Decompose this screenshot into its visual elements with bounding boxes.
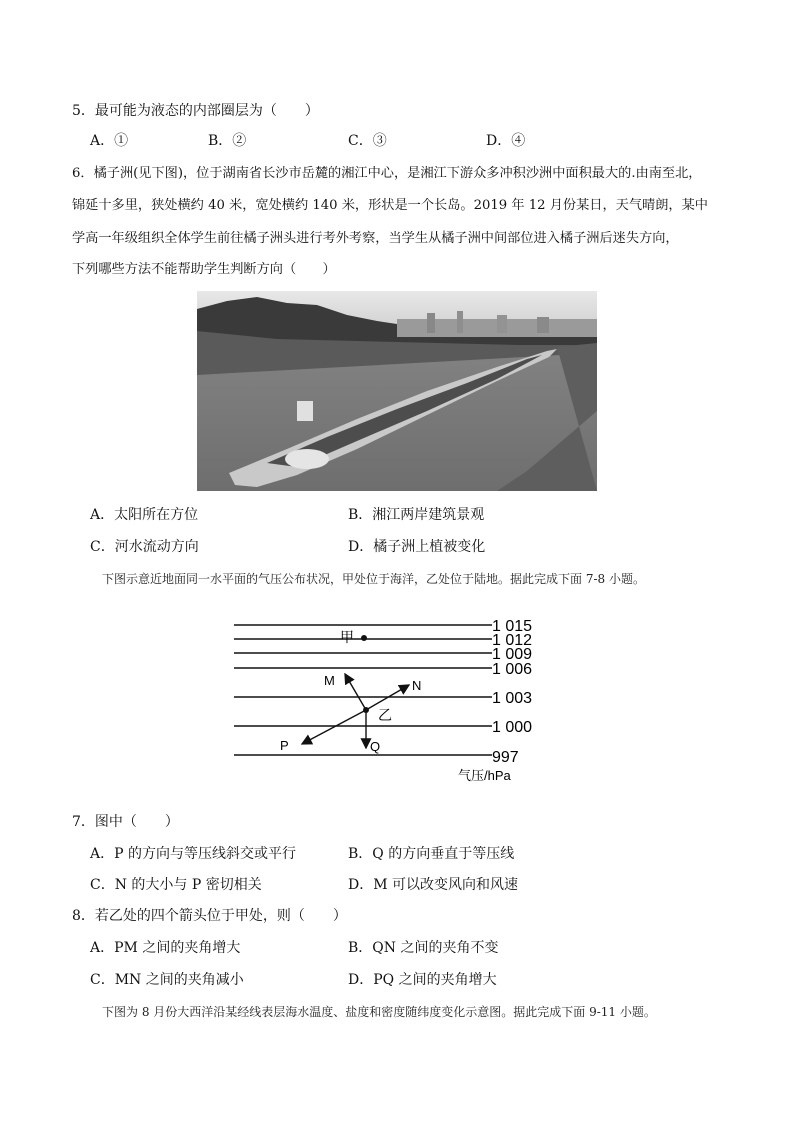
q5-option-c: C．③ <box>348 133 387 149</box>
arrow-m-label: M <box>324 673 335 688</box>
q7-option-c: C．N 的大小与 P 密切相关 <box>90 877 262 893</box>
q6-option-c: C．河水流动方向 <box>90 539 199 555</box>
intro-questions-7-8: 下图示意近地面同一水平面的气压公布状况，甲处位于海洋，乙处位于陆地。据此完成下面 7-8 小题。 <box>102 572 645 586</box>
unit-label: 气压/hPa <box>458 768 511 783</box>
q8-option-a: A．PM 之间的夹角增大 <box>90 940 241 956</box>
point-jia-dot <box>361 635 367 641</box>
isobar-label-1006: 1 006 <box>492 661 533 678</box>
question-6-line-3: 学高一年级组织全体学生前往橘子洲头进行考外考察，当学生从橘子洲中间部位进入橘子洲后迷失方向， <box>72 231 679 246</box>
q5-option-a: A．① <box>90 133 129 149</box>
isobar-label-1009: 1 009 <box>492 646 533 663</box>
isobar-label-1015: 1 015 <box>492 618 533 635</box>
point-yi-label: 乙 <box>378 707 392 723</box>
q5-option-d: D．④ <box>486 133 526 149</box>
question-8-stem: 8．若乙处的四个箭头位于甲处，则（ ） <box>72 908 347 924</box>
q7-option-d: D．M 可以改变风向和风速 <box>348 877 519 893</box>
q8-option-c: C．MN 之间的夹角减小 <box>90 972 244 988</box>
arrow-p <box>302 710 366 744</box>
arrow-q-label: Q <box>370 739 381 754</box>
q6-option-b: B．湘江两岸建筑景观 <box>348 507 485 523</box>
isobar-diagram <box>220 608 580 788</box>
q6-option-d: D．橘子洲上植被变化 <box>348 539 486 555</box>
isobar-label-1012: 1 012 <box>492 632 533 649</box>
arrow-m <box>345 674 366 710</box>
question-6-line-2: 锦延十多里，狭处横约 40 米，宽处横约 140 米，形状是一个长岛。2019 年 12 月份某日，天气晴朗，某中 <box>72 198 708 213</box>
q8-option-d: D．PQ 之间的夹角增大 <box>348 972 497 988</box>
q5-option-b: B．② <box>208 133 247 149</box>
question-6-line-1: 6．橘子洲(见下图)，位于湖南省长沙市岳麓的湘江中心，是湘江下游众多冲积沙洲中面积最大的.由南至北， <box>72 166 702 181</box>
q6-option-a: A．太阳所在方位 <box>90 507 199 523</box>
orange-isle-photo <box>197 291 597 491</box>
isobar-label-1003: 1 003 <box>492 690 533 707</box>
q7-option-a: A．P 的方向与等压线斜交或平行 <box>90 846 296 862</box>
question-5-stem: 5．最可能为液态的内部圈层为（ ） <box>72 103 319 119</box>
q8-option-b: B．QN 之间的夹角不变 <box>348 940 499 956</box>
intro-questions-9-11: 下图为 8 月份大西洋沿某经线表层海水温度、盐度和密度随纬度变化示意图。据此完成下面 9-11 小题。 <box>102 1005 656 1019</box>
isobar-label-997: 997 <box>492 749 519 766</box>
question-7-stem: 7．图中（ ） <box>72 814 179 830</box>
arrow-p-label: P <box>280 738 289 753</box>
arrow-n-label: N <box>412 678 422 693</box>
q7-option-b: B．Q 的方向垂直于等压线 <box>348 846 515 862</box>
isobar-label-1000: 1 000 <box>492 719 533 736</box>
question-6-line-4: 下列哪些方法不能帮助学生判断方向（ ） <box>72 262 336 277</box>
point-jia-label: 甲 <box>340 629 354 645</box>
